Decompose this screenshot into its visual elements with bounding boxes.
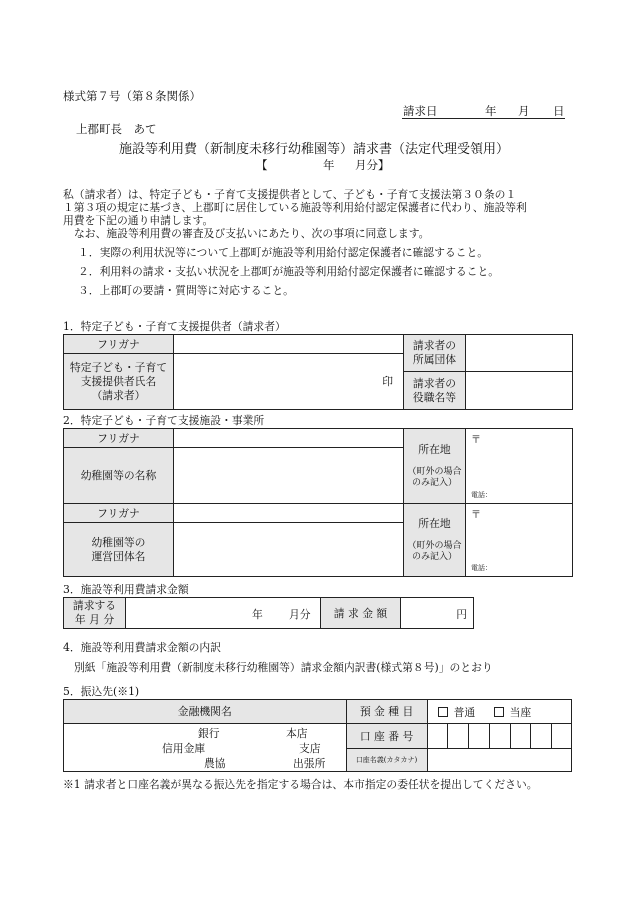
account-digit[interactable] (427, 724, 448, 749)
claim-month-unit: 月分 (289, 608, 311, 621)
seal-mark: 印 (382, 375, 393, 388)
claimant-title-label: 請求者の 役職名等 (404, 372, 466, 410)
bank-table (63, 699, 572, 772)
account-number-label: 口 座 番 号 (346, 724, 427, 749)
body-line1: 私（請求者）は、特定子ども・子育て支援提供者として、子ども・子育て支援法第３０条の１ (63, 188, 517, 201)
section2-heading: 2．特定子ども・子育て支援施設・事業所 (63, 414, 265, 427)
form-number: 様式第７号（第８条関係） (63, 89, 201, 103)
body-line3: 用費を下記の通り申請します。 (63, 214, 214, 227)
amount-table (63, 597, 474, 629)
consent-item-1: １．実際の利用状況等について上郡町が施設等利用給付認定保護者に確認すること。 (78, 246, 489, 259)
claim-amount-field[interactable] (401, 598, 474, 629)
ordinary-option[interactable]: 普通 (438, 705, 476, 720)
facility-table (63, 428, 573, 577)
claim-period-label: 請求する 年 月 分 (64, 598, 126, 629)
bank-type-agri: 農協 (204, 757, 226, 770)
account-digit[interactable] (552, 724, 572, 749)
office-sub-branch: 出張所 (293, 757, 326, 770)
claimant-name-label: 特定子ども・子育て 支援提供者氏名 （請求者） (64, 354, 174, 410)
operator-address-label: 所在地 （町外の場合 のみ記入） (404, 504, 466, 577)
account-holder-label: 口座名義(カタカナ) (346, 749, 427, 772)
operator-name-label: 幼稚園等の 運営団体名 (64, 523, 174, 577)
operator-name-field[interactable] (174, 523, 404, 577)
deposit-type-label: 預 金 種 目 (346, 700, 427, 724)
account-digit[interactable] (489, 724, 510, 749)
office-branch: 支店 (299, 742, 321, 755)
bank-name-field[interactable] (64, 724, 347, 772)
claimant-table (63, 334, 573, 410)
consent-item-2: ２．利用料の請求・支払い状況を上郡町が施設等利用給付認定保護者に確認すること。 (78, 265, 500, 278)
account-holder-field[interactable] (427, 749, 571, 772)
section4-heading: 4．施設等利用費請求金額の内訳 (63, 641, 222, 654)
section3-heading: 3．施設等利用費請求金額 (63, 583, 189, 596)
period-open: 【 (256, 158, 268, 172)
claim-period-field[interactable] (126, 598, 321, 629)
phone-label: 電話： (471, 564, 492, 572)
postal-mark: 〒 (471, 510, 481, 521)
bank-type-credit: 信用金庫 (162, 742, 206, 755)
account-digit[interactable] (469, 724, 490, 749)
deposit-type-options (427, 700, 571, 724)
kindergarten-name-label: 幼稚園等の名称 (64, 448, 174, 504)
breakdown-reference: 別紙「施設等利用費（新制度未移行幼稚園等）請求金額内訳書(様式第８号)」のとおり (74, 661, 493, 674)
operator-furigana-field[interactable] (174, 504, 404, 523)
page-title: 施設等利用費（新制度未移行幼稚園等）請求書（法定代理受領用） (119, 142, 510, 157)
claimant-furigana-label: フリガナ (64, 335, 174, 354)
operator-furigana-label: フリガナ (64, 504, 174, 523)
kindergarten-name-field[interactable] (174, 448, 404, 504)
claimant-name-field[interactable] (174, 354, 404, 410)
section1-heading: 1．特定子ども・子育て支援提供者（請求者） (63, 320, 286, 333)
body-line2: １第３項の規定に基づき、上郡町に居住している施設等利用給付認定保護者に代わり、施設等利 (63, 201, 527, 214)
bank-name-header: 金融機関名 (64, 700, 347, 724)
claimant-title-field[interactable] (466, 372, 573, 410)
footnote: ※1 請求者と口座名義が異なる振込先を指定する場合は、本市指定の委任状を提出してください。 (63, 778, 538, 791)
checkbox-icon (438, 707, 448, 717)
period-year: 年 (323, 158, 335, 172)
facility-address-field[interactable] (466, 429, 573, 504)
facility-furigana-field[interactable] (174, 429, 404, 448)
body-line4: なお、施設等利用費の審査及び支払いにあたり、次の事項に同意します。 (74, 227, 430, 240)
period-month: 月分】 (355, 158, 390, 172)
claimant-furigana-field[interactable] (174, 335, 404, 354)
claim-amount-label: 請 求 金 額 (321, 598, 401, 629)
account-digit[interactable] (510, 724, 531, 749)
checkbox-icon (494, 707, 504, 717)
account-digit[interactable] (531, 724, 552, 749)
current-option[interactable]: 当座 (494, 705, 532, 720)
postal-mark: 〒 (471, 435, 481, 446)
claim-year-unit: 年 (252, 608, 263, 621)
yen-unit: 円 (456, 608, 467, 621)
consent-item-3: ３．上郡町の要請・質問等に対応すること。 (78, 284, 294, 297)
section5-heading: 5．振込先(※1) (63, 685, 140, 698)
phone-label: 電話： (471, 491, 492, 499)
office-head: 本店 (286, 727, 308, 740)
operator-address-field[interactable] (466, 504, 573, 577)
addressee: 上郡町長 あて (76, 122, 157, 136)
date-label: 請求日 (403, 104, 438, 118)
date-underline (402, 118, 565, 119)
facility-furigana-label: フリガナ (64, 429, 174, 448)
date-day: 日 (553, 104, 565, 118)
claimant-org-label: 請求者の 所属団体 (404, 335, 466, 372)
facility-address-label: 所在地 （町外の場合 のみ記入） (404, 429, 466, 504)
claimant-org-field[interactable] (466, 335, 573, 372)
account-digit[interactable] (448, 724, 469, 749)
bank-type-bank: 銀行 (198, 727, 220, 740)
date-month: 月 (518, 104, 530, 118)
date-year: 年 (485, 104, 497, 118)
